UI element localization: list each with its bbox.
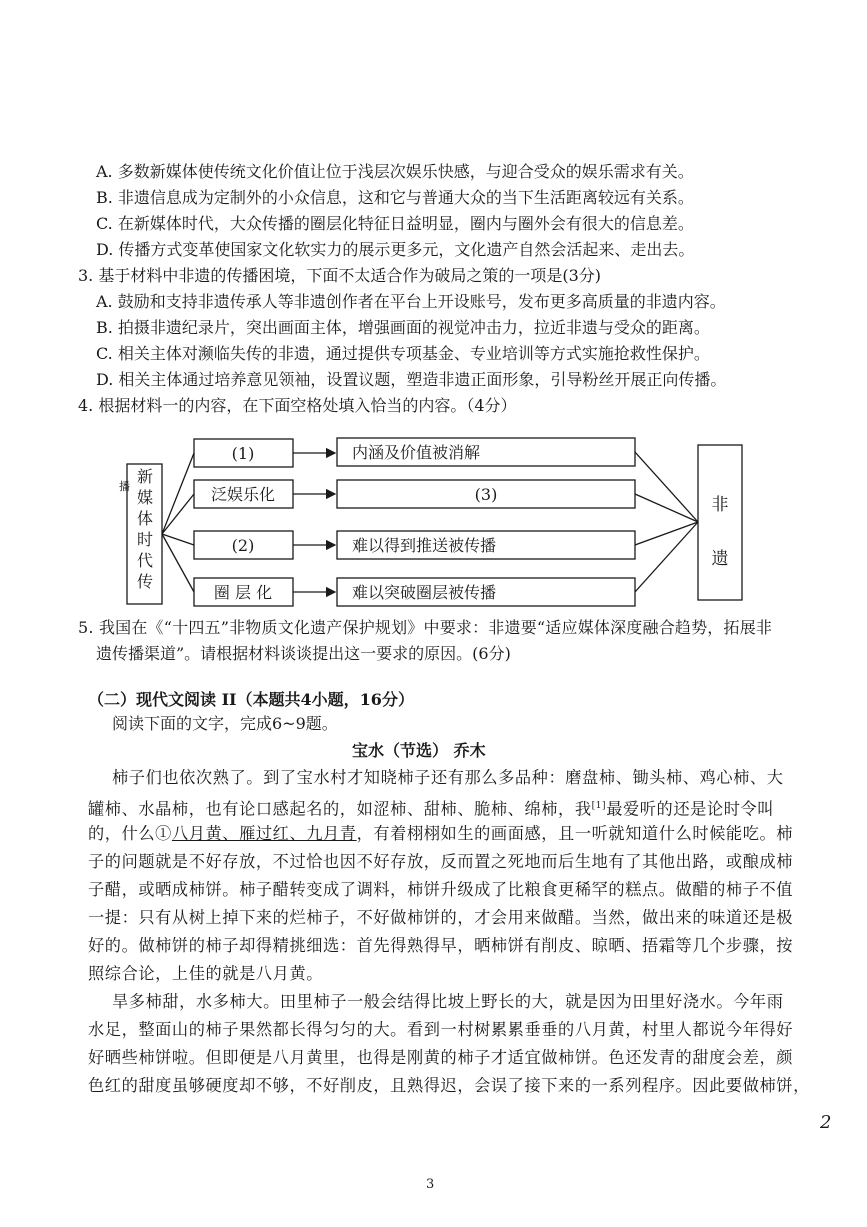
- p1-line-2: [88, 796, 774, 819]
- p1-line-7: 好的。做柿饼的柿子却得精挑细选：首先得熟得早，晒柿饼有削皮、晾晒、捂霜等几个步骤，按: [88, 936, 794, 955]
- p2-line-3: 好晒些柿饼啦。但即便是八月黄里，也得是刚黄的柿子才适宜做柿饼。色还发青的甜度会差，颜: [88, 1048, 794, 1067]
- left-label-char-4: 代: [136, 551, 154, 570]
- left-side-mark: 播: [119, 480, 130, 493]
- p1-line-2-text: 罐柿、水晶柿，也有论口感起名的，如涩柿、甜柿、脆柿、绵柿，我: [88, 799, 592, 819]
- right-label-4: 难以突破圈层被传播: [352, 583, 497, 602]
- q3-option-d: D. 相关主体通过培养意见领袖，设置议题，塑造非遗正面形象，引导粉丝开展正向传播。: [96, 370, 727, 389]
- middle-label-1: (1): [231, 444, 255, 463]
- right-label-2: (3): [474, 485, 498, 504]
- p1-line-3-tail: ，有着栩栩如生的画面感，且一听就知道什么时候能吃。柿: [356, 824, 794, 843]
- target-box: [698, 445, 742, 600]
- p1-line-8: 照综合论，上佳的就是八月黄。: [88, 964, 324, 983]
- p2-line-4: 色红的甜度虽够硬度却不够，不好削皮，且熟得迟，会误了接下来的一系列程序。因此要做柿饼，: [88, 1076, 810, 1095]
- q4-stem: 4. 根据材料一的内容，在下面空格处填入恰当的内容。（4分）: [78, 396, 517, 415]
- left-label-char-5: 传: [136, 572, 154, 591]
- middle-label-3: (2): [231, 536, 255, 555]
- p2-line-1: 旱多柿甜，水多柿大。田里柿子一般会结得比坡上野长的大，就是因为田里好浇水。今年雨: [112, 992, 784, 1011]
- q2-option-c: C. 在新媒体时代，大众传播的圈层化特征日益明显，圈内与圈外会有很大的信息差。: [96, 214, 694, 233]
- right-label-1: 内涵及价值被消解: [352, 443, 481, 462]
- q3-stem: 3. 基于材料中非遗的传播困境，下面不太适合作为破局之策的一项是(3分): [78, 266, 602, 285]
- p1-line-6: 一提：只有从树上掉下来的烂柿子，不好做柿饼的，才会用来做醋。当然，做出来的味道还是极: [88, 908, 794, 927]
- q3-option-b: B. 拍摄非遗纪录片，突出画面主体，增强画面的视觉冲击力，拉近非遗与受众的距离。: [96, 318, 710, 337]
- footnote-mark: [1]: [591, 801, 607, 811]
- middle-label-2: 泛娱乐化: [210, 485, 276, 504]
- target-label-char-0: 非: [711, 495, 729, 515]
- corner-mark: 2: [820, 1112, 832, 1133]
- q5-line-1: 5. 我国在《“十四五”非物质文化遗产保护规划》中要求：非遗要“适应媒体深度融合趋势，拓展非: [78, 618, 773, 637]
- p1-line-4: 子的问题就是不好存放，不过恰也因不好存放，反而置之死地而后生地有了其他出路，或酿成柿: [88, 852, 794, 871]
- target-label-char-1: 遗: [711, 549, 729, 569]
- left-label-char-3: 时: [136, 530, 154, 549]
- p1-line-3: [88, 824, 793, 844]
- target-vertical-label: [712, 495, 729, 569]
- q5-line-2: 遗传播渠道”。请根据材料谈谈提出这一要求的原因。(6分): [96, 644, 511, 663]
- left-label-char-1: 媒: [136, 488, 154, 507]
- right-label-3: 难以得到推送被传播: [352, 536, 497, 555]
- section-instruction: 阅读下面的文字，完成6~9题。: [112, 714, 338, 733]
- p1-line-5: 子醋，或晒成柿饼。柿子醋转变成了调料，柿饼升级成了比粮食更稀罕的糕点。做醋的柿子不值: [88, 880, 794, 899]
- left-vertical-label: [137, 467, 153, 591]
- p1-line-2-tail: 最爱听的还是论时令叫: [606, 799, 775, 819]
- left-label-char-2: 体: [136, 509, 154, 528]
- page-number: 3: [426, 1177, 435, 1192]
- q2-option-a: A. 多数新媒体使传统文化价值让位于浅层次娱乐快感，与迎合受众的娱乐需求有关。: [96, 162, 694, 181]
- p1-line-1: 柿子们也依次熟了。到了宝水村才知晓柿子还有那么多品种：磨盘柿、锄头柿、鸡心柿、大: [112, 768, 784, 787]
- p1-line-3-head: 的，什么①: [88, 824, 172, 843]
- section-heading: （二）现代文阅读 II（本题共4小题，16分）: [88, 690, 414, 709]
- q3-option-c: C. 相关主体对濒临失传的非遗，通过提供专项基金、专业培训等方式实施抢救性保护。: [96, 344, 710, 363]
- left-label-char-0: 新: [136, 467, 154, 486]
- q3-option-a: A. 鼓励和支持非遗传承人等非遗创作者在平台上开设账号，发布更多高质量的非遗内容。: [96, 292, 726, 311]
- underlined-phrase: 八月黄、雁过红、九月青: [171, 824, 357, 843]
- q2-option-b: B. 非遗信息成为定制外的小众信息，这和它与普通大众的当下生活距离较远有关系。: [96, 188, 694, 207]
- article-title: 宝水（节选） 乔木: [352, 741, 486, 760]
- middle-label-4: 圈 层 化: [213, 583, 273, 602]
- q2-option-d: D. 传播方式变革使国家文化软实力的展示更多元，文化遗产自然会活起来、走出去。: [96, 240, 695, 259]
- p2-line-2: 水足，整面山的柿子果然都长得匀匀的大。看到一村树累累垂垂的八月黄，村里人都说今年得好: [88, 1020, 794, 1039]
